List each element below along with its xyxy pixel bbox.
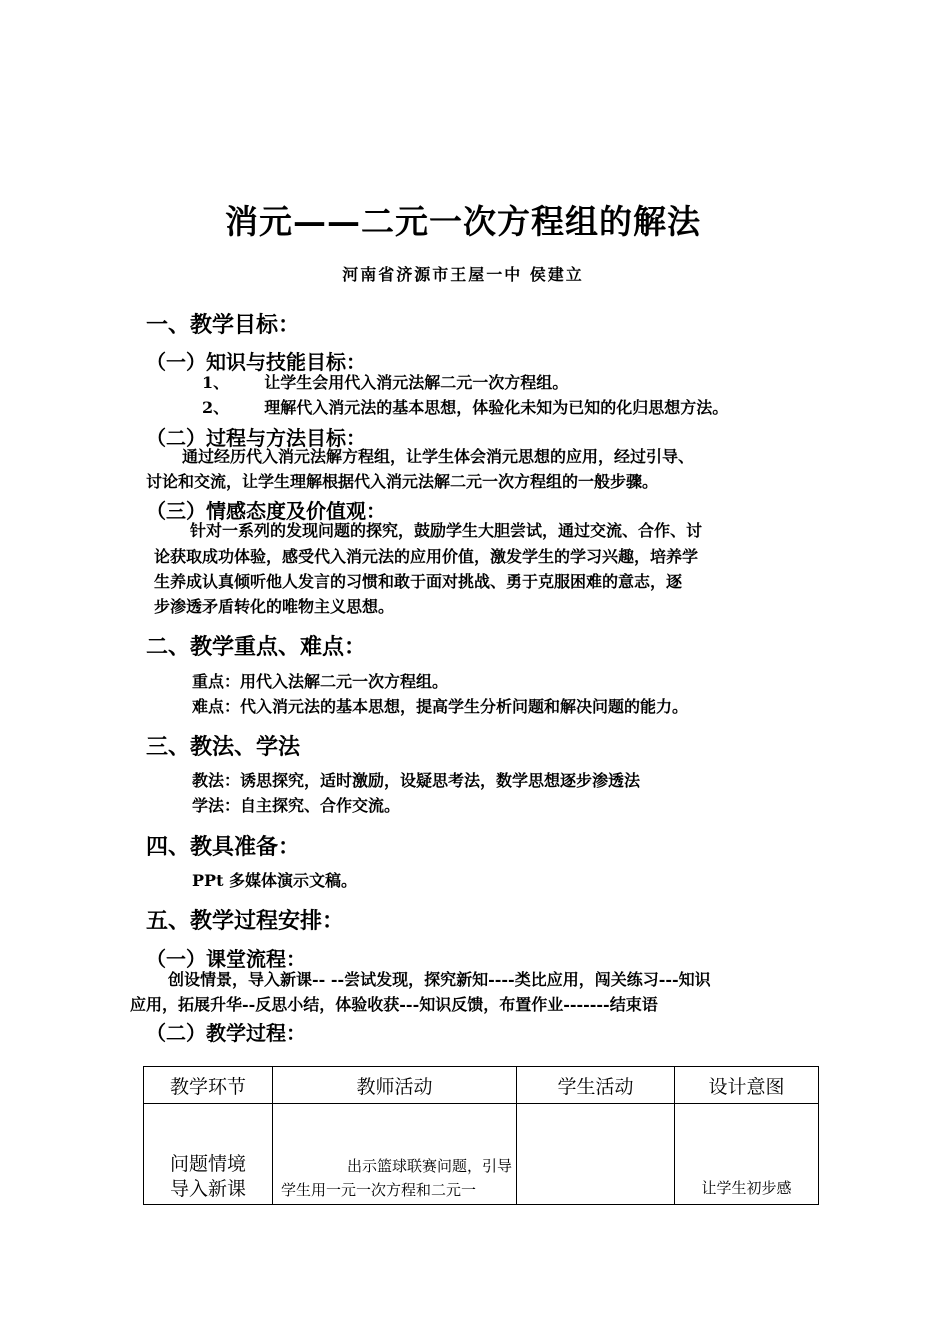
- design-intent-text: 让学生初步感: [701, 1179, 792, 1197]
- table-header-row: [144, 1067, 819, 1104]
- attitude-line-3: 生养成认真倾听他人发言的习惯和敢于面对挑战、勇于克服困难的意志，逐: [154, 572, 683, 591]
- attitude-line-4: 步渗透矛盾转化的唯物主义思想。: [154, 597, 395, 616]
- teacher-activity-cell: [273, 1104, 517, 1205]
- table-row: [144, 1104, 819, 1205]
- section-1-2-heading: （二）过程与方法目标：: [146, 426, 366, 450]
- stage-line: 问题情境: [169, 1153, 246, 1175]
- stage-cell: [144, 1104, 273, 1205]
- objective-item-2: [202, 395, 728, 421]
- document-title: 消元——二元一次方程组的解法: [225, 202, 701, 241]
- section-1-heading: 一、教学目标：: [146, 312, 301, 338]
- header-student-activity: 学生活动: [517, 1067, 675, 1104]
- section-4-heading: 四、教具准备：: [146, 834, 301, 860]
- section-3-heading: 三、教法、学法: [146, 734, 301, 760]
- header-design-intent: 设计意图: [675, 1067, 819, 1104]
- teacher-activity-line: 出示篮球联赛问题，引导: [346, 1157, 512, 1175]
- section-2-heading: 二、教学重点、难点：: [146, 634, 367, 660]
- item-number: 2、: [202, 398, 230, 417]
- class-flow-line-2: 应用，拓展升华--反思小结，体验收获---知识反馈，布置作业-------结束语: [130, 995, 658, 1014]
- objective-item-1: [202, 370, 568, 396]
- teaching-process-table: [143, 1066, 819, 1205]
- section-5-1-heading: （一）课堂流程：: [146, 947, 306, 971]
- process-goal-line-1: 通过经历代入消元法解方程组，让学生体会消元思想的应用，经过引导、: [182, 447, 695, 466]
- header-teacher-activity: 教师活动: [273, 1067, 517, 1104]
- learning-method-line: 学法：自主探究、合作交流。: [192, 796, 401, 815]
- header-stage: 教学环节: [144, 1067, 273, 1104]
- section-5-heading: 五、教学过程安排：: [146, 908, 345, 934]
- item-number: 1、: [202, 373, 230, 392]
- teaching-method-line: 教法：诱思探究，适时激励，设疑思考法，数学思想逐步渗透法: [192, 771, 641, 790]
- section-1-1-heading: （一）知识与技能目标：: [146, 350, 366, 374]
- class-flow-line-1: 创设情景，导入新课-- --尝试发现，探究新知----类比应用，闯关练习---知识: [168, 970, 711, 989]
- student-activity-cell: [517, 1104, 675, 1205]
- attitude-line-2: 论获取成功体验，感受代入消元法的应用价值，激发学生的学习兴趣，培养学: [154, 547, 699, 566]
- stage-line: 导入新课: [169, 1178, 246, 1200]
- section-5-2-heading: （二）教学过程：: [146, 1021, 306, 1045]
- item-text: 让学生会用代入消元法解二元一次方程组。: [264, 373, 569, 392]
- key-point-line: 重点：用代入法解二元一次方程组。: [192, 672, 449, 691]
- item-text: 理解代入消元法的基本思想，体验化未知为已知的化归思想方法。: [264, 398, 729, 417]
- design-intent-cell: [675, 1104, 819, 1205]
- difficulty-line: 难点：代入消元法的基本思想，提高学生分析问题和解决问题的能力。: [192, 697, 689, 716]
- process-goal-line-2: 讨论和交流，让学生理解根据代入消元法解二元一次方程组的一般步骤。: [146, 472, 659, 491]
- section-1-3-heading: （三）情感态度及价值观：: [146, 499, 386, 523]
- teacher-activity-line: 学生用一元一次方程和二元一: [281, 1181, 477, 1199]
- author-line: 河南省济源市王屋一中 侯建立: [342, 265, 584, 284]
- attitude-line-1: 针对一系列的发现问题的探究，鼓励学生大胆尝试，通过交流、合作、讨: [190, 521, 703, 540]
- teaching-aids-line: PPt 多媒体演示文稿。: [192, 871, 358, 890]
